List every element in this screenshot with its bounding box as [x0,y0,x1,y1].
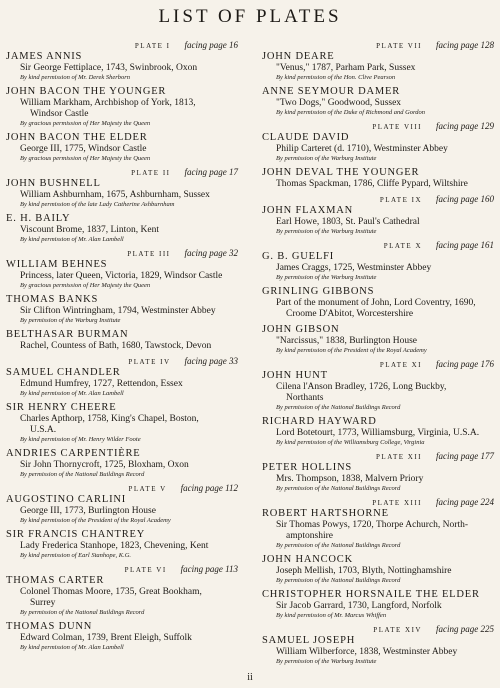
work-line: Cilena l'Anson Bradley, 1726, Long Buckby, [276,382,447,392]
work-line: Lord Botetourt, 1773, Williamsburg, Virginia, U.S.A. [276,428,480,438]
permission-credit: By kind permission of the Duke of Richmond and Gordon [276,109,426,116]
work-line: Princess, later Queen, Victoria, 1829, Windsor Castle [20,271,223,281]
plate-entry [6,294,238,325]
plate-entry [6,329,238,352]
permission-credit: By kind permission of the Hon. Clive Pearson [276,74,396,81]
plate-entry [6,178,238,209]
work-description [262,474,494,485]
work-line: George III, 1773, Burlington House [20,506,156,516]
artist-name: PETER HOLLINS [262,462,353,473]
plate-heading [262,121,494,131]
plate-entry [262,167,494,190]
work-description [6,190,238,201]
facing-page: facing page 32 [184,248,238,258]
facing-page: facing page 16 [184,40,238,50]
work-line: James Craggs, 1725, Westminster Abbey [276,263,432,273]
permission-credit: By kind permission of Mr. Derek Sherborn [20,74,131,81]
work-line: Sir Thomas Powys, 1720, Thorpe Achurch, North- [276,520,469,530]
artist-name: THOMAS BANKS [6,294,99,305]
artist-name: SAMUEL JOSEPH [262,635,356,646]
permission-credit: By gracious permission of Her Majesty the Queen [20,120,151,127]
work-line: "Venus," 1787, Parham Park, Sussex [276,63,416,73]
artist-name: RICHARD HAYWARD [262,416,377,427]
work-description [262,179,494,190]
work-description [6,414,238,436]
plate-entry [6,575,238,617]
work-description [6,587,238,609]
work-description [262,520,494,542]
plate-label: PLATE IV [128,358,171,366]
artist-name: JAMES ANNIS [6,51,83,62]
facing-page: facing page 160 [436,194,494,204]
work-line: William Wilberforce, 1838, Westminster Abbey [276,647,458,657]
permission-credit: By kind permission of the Williamsburg College, Virginia [276,439,425,446]
plate-entry [262,416,494,447]
facing-page: facing page 129 [436,121,494,131]
work-line: Lady Frederica Stanhope, 1823, Chevening, Kent [20,541,209,551]
permission-credit: By kind permission of the late Lady Catherine Ashburnham [20,201,175,208]
plate-entry [6,621,238,652]
work-description [262,63,494,74]
plate-heading [6,564,238,574]
work-line: Mrs. Thompson, 1838, Malvern Priory [276,474,424,484]
work-description [6,541,238,552]
work-description [262,298,494,320]
plate-label: PLATE XII [376,453,422,461]
plate-heading [6,167,238,177]
permission-credit: By permission of the National Buildings Record [276,404,401,411]
artist-name: JOHN FLAXMAN [262,205,353,216]
work-description [262,566,494,577]
work-line: Colonel Thomas Moore, 1735, Great Bookham, [20,587,202,597]
work-description [6,379,238,390]
permission-credit: By permission of the National Buildings Record [276,485,401,492]
left-column [6,40,238,656]
facing-page: facing page 161 [436,240,494,250]
work-description [262,382,494,404]
plate-entry [262,286,494,320]
plate-entry [6,529,238,560]
work-description [6,144,238,155]
work-description [262,217,494,228]
plate-entry [262,86,494,117]
work-description [262,428,494,439]
plate-heading [6,483,238,493]
artist-name: SIR HENRY CHEERE [6,402,117,413]
plate-label: PLATE X [383,242,422,250]
artist-name: ROBERT HARTSHORNE [262,508,389,519]
work-line: Sir John Thornycroft, 1725, Bloxham, Oxon [20,460,189,470]
artist-name: E. H. BAILY [6,213,71,224]
plate-label: PLATE XIV [373,626,422,634]
permission-credit: By permission of the Warburg Institute [276,155,377,162]
plate-entry [6,259,238,290]
work-description [262,144,494,155]
plate-entry [262,51,494,82]
artist-name: SAMUEL CHANDLER [6,367,121,378]
facing-page: facing page 177 [436,451,494,461]
work-line: Thomas Spackman, 1786, Cliffe Pypard, Wiltshire [276,179,468,189]
plate-entry [262,554,494,585]
permission-credit: By kind permission of Mr. Alan Lambell [20,236,124,243]
artist-name: ANDRIES CARPENTIÈRE [6,448,141,459]
work-line: Sir George Fettiplace, 1743, Swinbrook, Oxon [20,63,198,73]
plate-entry [6,51,238,82]
artist-name: JOHN BUSHNELL [6,178,101,189]
artist-name: WILLIAM BEHNES [6,259,108,270]
permission-credit: By gracious permission of Her Majesty the Queen [20,282,151,289]
work-description [6,306,238,317]
facing-page: facing page 128 [436,40,494,50]
plate-label: PLATE I [134,42,171,50]
plate-heading [6,248,238,258]
artist-name: CHRISTOPHER HORSNAILE THE ELDER [262,589,480,600]
plate-heading [262,359,494,369]
work-line: Charles Apthorp, 1758, King's Chapel, Boston, [20,414,199,424]
work-line: Sir Clifton Wintringham, 1794, Westminster Abbey [20,306,216,316]
work-description [6,341,238,352]
work-line: William Markham, Archbishop of York, 1813, [20,98,196,108]
work-line: Edward Colman, 1739, Brent Eleigh, Suffolk [20,633,192,643]
facing-page: facing page 112 [180,483,238,493]
work-description [6,63,238,74]
plate-entry [6,132,238,163]
work-line-continued: Surrey [30,598,56,608]
plate-label: PLATE XI [379,361,422,369]
plate-heading [262,451,494,461]
work-line: George III, 1775, Windsor Castle [20,144,147,154]
work-description [6,271,238,282]
work-description [262,647,494,658]
artist-name: CLAUDE DAVID [262,132,350,143]
artist-name: JOHN BACON THE YOUNGER [6,86,167,97]
work-line: Viscount Brome, 1837, Linton, Kent [20,225,160,235]
plate-entry [262,324,494,355]
work-line: Rachel, Countess of Bath, 1680, Tawstock, Devon [20,341,212,351]
artist-name: ANNE SEYMOUR DAMER [262,86,401,97]
work-line-continued: Croome D'Abitot, Worcestershire [286,309,414,319]
permission-credit: By permission of the National Buildings Record [276,542,401,549]
plate-heading [6,356,238,366]
plate-entry [6,367,238,398]
facing-page: facing page 224 [436,497,494,507]
permission-credit: By kind permission of the President of the Royal Academy [20,517,171,524]
work-line: Joseph Mellish, 1703, Blyth, Nottinghamshire [276,566,452,576]
plate-label: PLATE VIII [372,123,422,131]
plate-label: PLATE IX [379,196,422,204]
work-line-continued: amptonshire [286,531,333,541]
work-description [262,336,494,347]
artist-name: THOMAS CARTER [6,575,105,586]
facing-page: facing page 113 [180,564,238,574]
artist-name: JOHN HANCOCK [262,554,353,565]
plate-heading [262,624,494,634]
plate-entry [6,86,238,128]
page-title: LIST OF PLATES [158,6,342,27]
artist-name: AUGOSTINO CARLINI [6,494,127,505]
artist-name: JOHN GIBSON [262,324,340,335]
plate-entry [262,589,494,620]
work-line-continued: Windsor Castle [30,109,89,119]
work-line-continued: Northants [286,393,324,403]
work-line: William Ashburnham, 1675, Ashburnham, Sussex [20,190,210,200]
page-number: ii [247,672,253,683]
permission-credit: By kind permission of Mr. Marcus Whiffen [276,612,387,619]
work-line: Part of the monument of John, Lord Coventry, 1690, [276,298,476,308]
work-line: "Two Dogs," Goodwood, Sussex [276,98,402,108]
plate-label: PLATE XIII [372,499,422,507]
plate-entry [262,370,494,412]
work-description [6,506,238,517]
plate-label: PLATE VII [376,42,422,50]
artist-name: SIR FRANCIS CHANTREY [6,529,146,540]
plate-entry [262,508,494,550]
plate-entry [6,448,238,479]
plate-entry [262,462,494,493]
plate-heading [262,240,494,250]
plate-entry [262,132,494,163]
work-description [262,98,494,109]
facing-page: facing page 176 [436,359,494,369]
plate-entry [262,205,494,236]
plate-entry [6,494,238,525]
permission-credit: By kind permission of Mr. Henry Wilder Foote [20,436,141,443]
permission-credit: By permission of the Warburg Institute [20,317,121,324]
permission-credit: By permission of the National Buildings Record [20,609,145,616]
artist-name: JOHN HUNT [262,370,328,381]
work-line: Philip Carteret (d. 1710), Westminster Abbey [276,144,448,154]
permission-credit: By kind permission of Earl Stanhope, K.G. [20,552,132,559]
plate-entry [6,402,238,444]
artist-name: G. B. GUELFI [262,251,335,262]
plate-heading [6,40,238,50]
work-description [262,601,494,612]
plate-label: PLATE V [128,485,167,493]
work-line: Edmund Humfrey, 1727, Rettendon, Essex [20,379,183,389]
artist-name: JOHN BACON THE ELDER [6,132,148,143]
work-line: "Narcissus," 1838, Burlington House [276,336,418,346]
permission-credit: By permission of the National Buildings Record [276,577,401,584]
work-line: Earl Howe, 1803, St. Paul's Cathedral [276,217,420,227]
work-description [262,263,494,274]
facing-page: facing page 17 [184,167,238,177]
plate-entry [262,635,494,666]
artist-name: GRINLING GIBBONS [262,286,375,297]
permission-credit: By permission of the National Buildings Record [20,471,145,478]
right-column [262,40,494,670]
plate-heading [262,194,494,204]
permission-credit: By permission of the Warburg Institute [276,658,377,665]
plate-entry [6,213,238,244]
work-description [6,460,238,471]
work-description [6,98,238,120]
work-line-continued: U.S.A. [30,425,57,435]
work-description [6,633,238,644]
facing-page: facing page 33 [184,356,238,366]
plate-label: PLATE VI [124,566,167,574]
plate-label: PLATE III [127,250,171,258]
permission-credit: By kind permission of Mr. Alan Lambell [20,390,124,397]
plate-label: PLATE II [131,169,171,177]
artist-name: THOMAS DUNN [6,621,93,632]
plate-heading [262,497,494,507]
work-description [6,225,238,236]
artist-name: JOHN DEVAL THE YOUNGER [262,167,420,178]
permission-credit: By kind permission of Mr. Alan Lambell [20,644,124,651]
artist-name: BELTHASAR BURMAN [6,329,129,340]
permission-credit: By permission of the Warburg Institute [276,274,377,281]
permission-credit: By gracious permission of Her Majesty the Queen [20,155,151,162]
plate-entry [262,251,494,282]
work-line: Sir Jacob Garrard, 1730, Langford, Norfolk [276,601,442,611]
plate-heading [262,40,494,50]
permission-credit: By permission of the Warburg Institute [276,228,377,235]
artist-name: JOHN DEARE [262,51,335,62]
facing-page: facing page 225 [436,624,494,634]
permission-credit: By kind permission of the President of the Royal Academy [276,347,427,354]
